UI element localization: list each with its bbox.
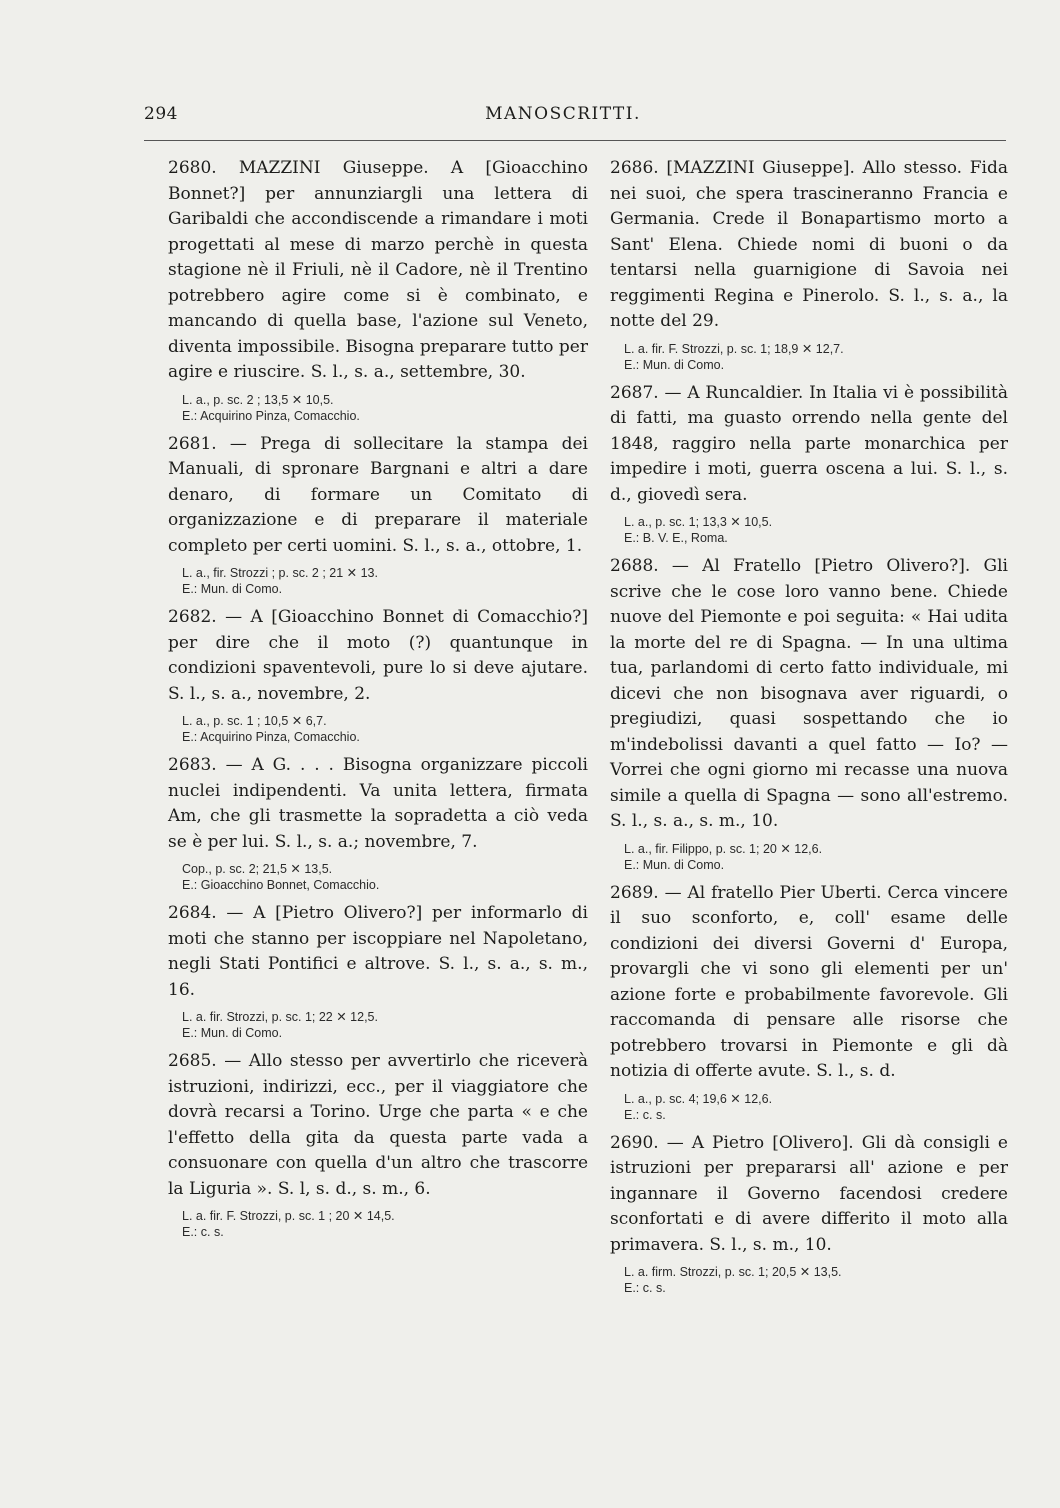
entry-text: 2688. — Al Fratello [Pietro Olivero?]. Gli scrive che le cose loro vanno bene. Chiede nuove del Piemonte e poi seguita: « Hai udita la morte del re di Spagna. — In una ultima tua, parlandomi di certo fatto individuale, mi dicevi che non bisognava aver riguardi, o pregiudizi, quasi sospettando che io m'indebolissi davanti a quel fatto — Io? — Vorrei che ogni giorno mi recasse una nuova simile a quella di Spagna — sono all'estremo. S. l., s. a., s. m., 10. (610, 556, 1008, 831)
entry-description: L. a. fir. F. Strozzi, p. sc. 1 ; 20 ✕ 14,5. (182, 1209, 395, 1223)
entry-meta (624, 841, 1008, 873)
entry-description: Cop., p. sc. 2; 21,5 ✕ 13,5. (182, 862, 333, 876)
entry-description: L. a., p. sc. 1 ; 10,5 ✕ 6,7. (182, 714, 327, 728)
entry-text: 2689. — Al fratello Pier Uberti. Cerca vincere il suo sconforto, e, coll' esame delle condizioni dei diversi Governi d' Europa, provargli che vi sono gli elementi per un' azione forte e probabilmente favorevole. Gli raccomanda di pensare alle risorse che potrebbero trovarsi in Piemonte e gli dà notizia di offerte avute. S. l., s. d. (610, 882, 1008, 1081)
page-number: 294 (144, 104, 178, 124)
entry-owner: E.: Acquirino Pinza, Comacchio. (182, 730, 360, 744)
entry-text: 2685. — Allo stesso per avvertirlo che riceverà istruzioni, indirizzi, ecc., per il viaggiatore che dovrà recarsi a Torino. Urge che parta « e che l'effetto della gita da questa parte vada a consuonare con quella d'un altro che trascorre la Liguria ». S. l, s. d., s. m., 6. (168, 1051, 588, 1199)
entry-meta (624, 1264, 1008, 1296)
entry-meta (182, 1208, 588, 1240)
catalog-entry-2680 (168, 156, 588, 424)
entry-description: L. a., fir. Strozzi ; p. sc. 2 ; 21 ✕ 13. (182, 566, 378, 580)
entry-owner: E.: B. V. E., Roma. (624, 531, 728, 545)
catalog-entry-2687 (610, 381, 1008, 547)
entry-meta (182, 565, 588, 597)
entry-description: L. a., p. sc. 4; 19,6 ✕ 12,6. (624, 1091, 773, 1106)
entry-meta (182, 861, 588, 893)
catalog-entry-2688 (610, 554, 1008, 873)
catalog-entry-2685 (168, 1049, 588, 1240)
left-column (168, 156, 588, 1248)
entry-meta (624, 341, 1008, 373)
entry-owner: E.: c. s. (624, 1107, 666, 1122)
section-title: MANOSCRITTI. (485, 104, 641, 124)
entry-text: 2682. — A [Gioacchino Bonnet di Comacchio?] per dire che il moto (?) quantunque in condizioni spaventevoli, pure lo si deve ajutare. S. l., s. a., novembre, 2. (168, 607, 588, 704)
entry-text: 2686. [MAZZINI Giuseppe]. Allo stesso. Fida nei suoi, che spera trascineranno Francia e Germania. Crede il Bonapartismo morto a Sant' Elena. Chiede nomi di buoni o da tentarsi nella guarnigione di Savoia nei reggimenti Regina e Pinerolo. S. l., s. a., la notte del 29. (610, 158, 1008, 331)
entry-text: 2690. — A Pietro [Olivero]. Gli dà consigli e istruzioni per prepararsi all' azione e per ingannare il Governo facendosi credere sconfortati e di avere differito il moto alla primavera. S. l., s. m., 10. (610, 1132, 1008, 1255)
entry-meta (624, 1091, 1008, 1123)
entry-owner: E.: Mun. di Como. (624, 857, 725, 872)
entry-owner: E.: c. s. (182, 1225, 224, 1239)
entry-description: L. a., fir. Filippo, p. sc. 1; 20 ✕ 12,6. (624, 841, 823, 856)
entry-meta (182, 1009, 588, 1041)
entry-text: 2680. MAZZINI Giuseppe. A [Gioacchino Bonnet?] per annunziargli una lettera di Garibaldi che accondiscende a rimandare i moti progettati al mese di marzo perchè in questa stagione nè il Friuli, nè il Cadore, nè il Trentino potrebbero agire come si è combinato, e mancando di quella base, l'azione sul Veneto, diventa impossibile. Bisogna preparare tutto per agire e riuscire. S. l., s. a., settembre, 30. (168, 158, 588, 382)
entry-owner: E.: c. s. (624, 1281, 666, 1295)
entry-description: L. a., p. sc. 2 ; 13,5 ✕ 10,5. (182, 392, 334, 407)
header-rule (144, 140, 1006, 141)
entry-text: 2684. — A [Pietro Olivero?] per informarlo di moti che stanno per iscoppiare nel Napoletano, negli Stati Pontifici e altrove. S. l., s. a., s. m., 16. (168, 903, 588, 1000)
entry-text: 2683. — A G. . . . Bisogna organizzare piccoli nuclei indipendenti. Va unita lettera, firmata Am, che gli trasmette la sopradetta a ciò veda se è per lui. S. l., s. a.; novembre, 7. (168, 755, 588, 852)
entry-description: L. a. fir. F. Strozzi, p. sc. 1; 18,9 ✕ 12,7. (624, 341, 844, 356)
catalog-entry-2681 (168, 432, 588, 598)
catalog-entry-2690 (610, 1131, 1008, 1297)
entry-text: 2687. — A Runcaldier. In Italia vi è possibilità di fatti, ma guasto orrendo nella gente del 1848, raggiro nella parte monarchica per impedire i moti, guerra oscena a lui. S. l., s. d., giovedì sera. (610, 382, 1008, 505)
running-head (144, 104, 982, 132)
entry-description: L. a. firm. Strozzi, p. sc. 1; 20,5 ✕ 13,5. (624, 1265, 842, 1279)
catalog-entry-2684 (168, 901, 588, 1041)
entry-meta (624, 514, 1008, 546)
entry-meta (182, 713, 588, 745)
entry-owner: E.: Acquirino Pinza, Comacchio. (182, 408, 360, 423)
entry-description: L. a., p. sc. 1; 13,3 ✕ 10,5. (624, 515, 773, 529)
catalog-entry-2683 (168, 753, 588, 893)
entry-text: 2681. — Prega di sollecitare la stampa dei Manuali, di spronare Bargnani e altri a dare denaro, di formare un Comitato di organizzazione e di preparare il materiale completo per certi uomini. S. l., s. a., ottobre, 1. (168, 433, 588, 556)
right-column (610, 156, 1008, 1304)
entry-meta (182, 392, 588, 424)
entry-owner: E.: Mun. di Como. (624, 357, 725, 372)
catalog-entry-2682 (168, 605, 588, 745)
entry-owner: E.: Gioacchino Bonnet, Comacchio. (182, 878, 380, 892)
catalog-entry-2686 (610, 156, 1008, 373)
entry-owner: E.: Mun. di Como. (182, 582, 283, 596)
catalog-entry-2689 (610, 881, 1008, 1123)
entry-description: L. a. fir. Strozzi, p. sc. 1; 22 ✕ 12,5. (182, 1010, 378, 1024)
entry-owner: E.: Mun. di Como. (182, 1026, 283, 1040)
